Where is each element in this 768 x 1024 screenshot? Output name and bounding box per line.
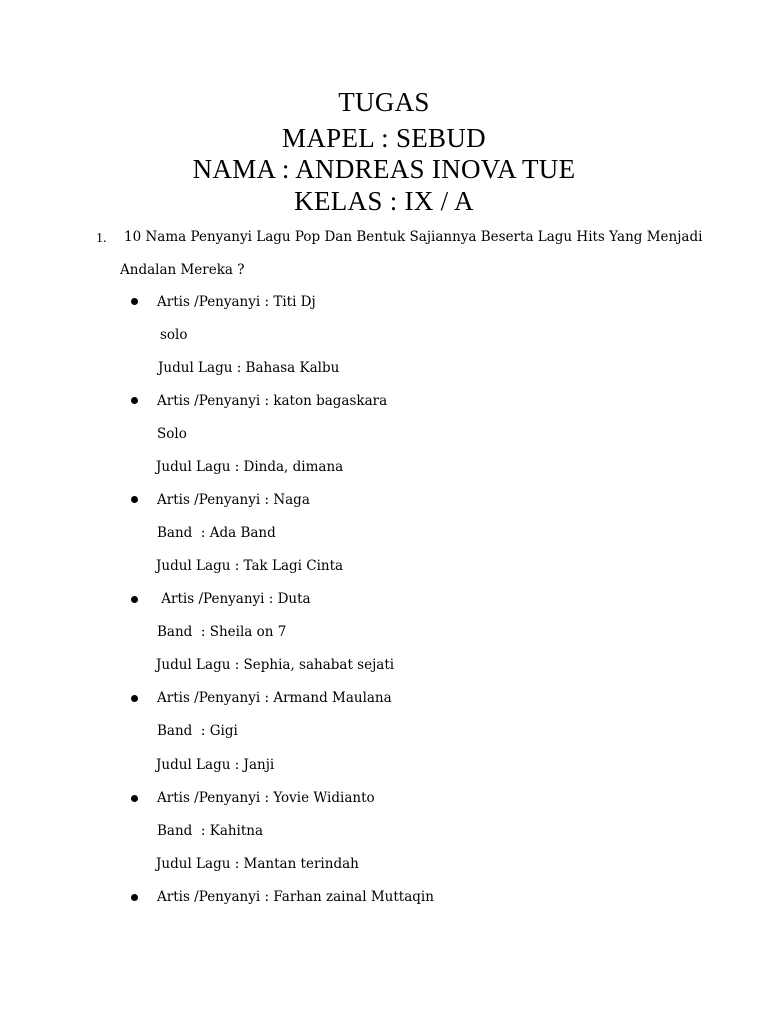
performance-form-line: solo <box>160 327 188 343</box>
song-title-line: Judul Lagu : Mantan terindah <box>156 856 359 872</box>
question-text-line-1: 10 Nama Penyanyi Lagu Pop Dan Bentuk Sajiannya Beserta Lagu Hits Yang Menjadi <box>124 229 703 245</box>
bullet-icon <box>131 298 138 305</box>
performance-form-line: Band : Sheila on 7 <box>157 624 287 640</box>
question-text-line-2: Andalan Mereka ? <box>120 262 245 278</box>
song-title-line: Judul Lagu : Bahasa Kalbu <box>158 360 340 376</box>
artist-line: Artis /Penyanyi : Farhan zainal Muttaqin <box>157 889 434 905</box>
bullet-icon <box>131 397 138 404</box>
song-title-line: Judul Lagu : Sephia, sahabat sejati <box>156 657 395 673</box>
song-title-line: Judul Lagu : Janji <box>156 757 275 773</box>
artist-line: Artis /Penyanyi : Naga <box>157 492 310 508</box>
performance-form-line: Solo <box>157 426 187 442</box>
student-name-line: NAMA : ANDREAS INOVA TUE <box>192 154 576 184</box>
bullet-icon <box>131 894 138 901</box>
class-line: KELAS : IX / A <box>294 186 474 216</box>
question-number: 1. <box>96 231 107 246</box>
artist-line: Artis /Penyanyi : katon bagaskara <box>157 393 388 409</box>
bullet-icon <box>131 695 138 702</box>
bullet-icon <box>131 596 138 603</box>
artist-line: Artis /Penyanyi : Duta <box>157 591 311 607</box>
bullet-icon <box>131 795 138 802</box>
song-title-line: Judul Lagu : Tak Lagi Cinta <box>156 558 344 574</box>
artist-line: Artis /Penyanyi : Titi Dj <box>157 294 316 310</box>
document-title: TUGAS <box>338 87 430 117</box>
subject-line: MAPEL : SEBUD <box>282 123 486 153</box>
artist-line: Artis /Penyanyi : Yovie Widianto <box>157 790 375 806</box>
performance-form-line: Band : Kahitna <box>157 823 264 839</box>
performance-form-line: Band : Gigi <box>157 723 238 739</box>
performance-form-line: Band : Ada Band <box>157 525 276 541</box>
artist-line: Artis /Penyanyi : Armand Maulana <box>157 690 392 706</box>
bullet-icon <box>131 496 138 503</box>
song-title-line: Judul Lagu : Dinda, dimana <box>156 459 344 475</box>
